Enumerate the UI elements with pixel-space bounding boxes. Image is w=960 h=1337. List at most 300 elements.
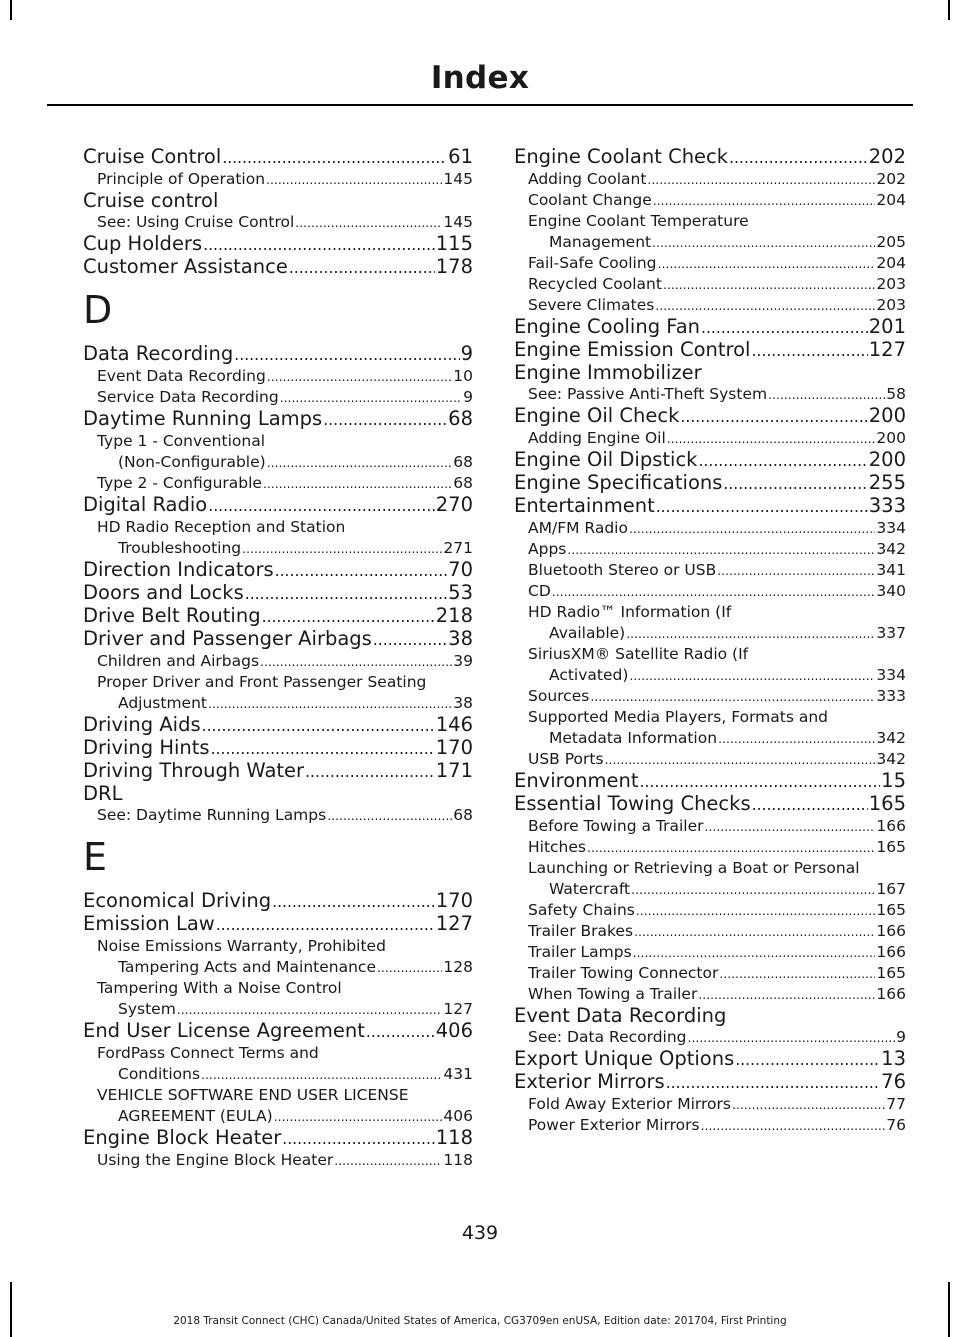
index-subentry[interactable] bbox=[83, 651, 473, 672]
entry-page-number: 170 bbox=[435, 737, 473, 759]
entry-label: Driving Hints bbox=[83, 737, 210, 759]
index-heading: DRL bbox=[83, 782, 123, 805]
entry-label: Digital Radio bbox=[83, 494, 208, 516]
entry-page-number: 165 bbox=[876, 838, 906, 856]
entry-label: System bbox=[118, 1000, 176, 1018]
entry-label: Tampering Acts and Maintenance bbox=[118, 958, 376, 976]
entry-page-number: 270 bbox=[435, 494, 473, 516]
dot-leader bbox=[377, 957, 442, 978]
index-entry[interactable] bbox=[514, 495, 906, 518]
dot-leader bbox=[705, 816, 876, 837]
dot-leader bbox=[334, 1150, 442, 1171]
entry-page-number: 77 bbox=[886, 1095, 906, 1113]
entry-page-number: 9 bbox=[463, 388, 473, 406]
dot-leader bbox=[701, 317, 868, 339]
entry-label: End User License Agreement bbox=[83, 1020, 365, 1042]
entry-page-number: 9 bbox=[460, 343, 473, 365]
entry-page-number: 334 bbox=[876, 666, 906, 684]
entry-page-number: 38 bbox=[453, 694, 473, 712]
index-subentry[interactable] bbox=[514, 1027, 906, 1048]
entry-page-number: 341 bbox=[876, 561, 906, 579]
dot-leader bbox=[768, 384, 885, 405]
entry-label: Activated) bbox=[549, 666, 629, 684]
dot-leader bbox=[667, 428, 876, 449]
entry-label: Export Unique Options bbox=[514, 1048, 735, 1070]
entry-page-number: 15 bbox=[881, 770, 906, 792]
entry-page-number: 334 bbox=[876, 519, 906, 537]
index-entry[interactable] bbox=[83, 494, 473, 517]
entry-page-number: 178 bbox=[435, 256, 473, 278]
entry-label: Trailer Brakes bbox=[528, 922, 634, 940]
index-entry[interactable] bbox=[83, 582, 473, 605]
index-section-letter: D bbox=[83, 288, 113, 332]
entry-page-number: 271 bbox=[443, 539, 473, 557]
entry-page-number: 165 bbox=[876, 901, 906, 919]
index-subentry[interactable] bbox=[514, 728, 906, 749]
index-heading: Event Data Recording bbox=[514, 1004, 727, 1027]
entry-page-number: 202 bbox=[876, 170, 906, 188]
entry-label: Safety Chains bbox=[528, 901, 635, 919]
entry-label: Using the Engine Block Heater bbox=[97, 1151, 334, 1169]
page-number: 439 bbox=[461, 1222, 499, 1244]
entry-label: Engine Specifications bbox=[514, 472, 723, 494]
entry-label: Daytime Running Lamps bbox=[83, 408, 323, 430]
index-subentry[interactable] bbox=[514, 879, 906, 900]
entry-label: Driver and Passenger Airbags bbox=[83, 628, 372, 650]
index-entry[interactable] bbox=[514, 1071, 906, 1094]
entry-page-number: 406 bbox=[435, 1020, 473, 1042]
dot-leader bbox=[663, 274, 875, 295]
index-subentry[interactable] bbox=[514, 274, 906, 295]
entry-label: Sources bbox=[528, 687, 590, 705]
dot-leader bbox=[373, 629, 447, 651]
dot-leader bbox=[658, 253, 876, 274]
index-entry[interactable] bbox=[83, 1020, 473, 1043]
entry-label: Event Data Recording bbox=[97, 367, 266, 385]
entry-page-number: 145 bbox=[443, 213, 473, 231]
entry-page-number: 70 bbox=[448, 559, 473, 581]
entry-label: Adjustment bbox=[118, 694, 207, 712]
index-column-right bbox=[514, 146, 906, 1136]
entry-page-number: 53 bbox=[448, 582, 473, 604]
entry-label: See: Passive Anti-Theft System bbox=[528, 385, 768, 403]
index-subentry-label: VEHICLE SOFTWARE END USER LICENSE bbox=[97, 1086, 409, 1104]
dot-leader bbox=[653, 190, 876, 211]
entry-label: Entertainment bbox=[514, 495, 655, 517]
entry-page-number: 431 bbox=[443, 1065, 473, 1083]
entry-page-number: 76 bbox=[881, 1071, 906, 1093]
crop-mark-bottom-right bbox=[948, 1282, 950, 1337]
entry-page-number: 166 bbox=[876, 943, 906, 961]
entry-page-number: 145 bbox=[443, 170, 473, 188]
index-entry[interactable] bbox=[83, 233, 473, 256]
index-subentry[interactable] bbox=[514, 232, 906, 253]
index-entry[interactable] bbox=[514, 770, 906, 793]
entry-page-number: 127 bbox=[435, 913, 473, 935]
dot-leader bbox=[203, 234, 435, 256]
entry-page-number: 127 bbox=[868, 339, 906, 361]
entry-page-number: 118 bbox=[435, 1127, 473, 1149]
entry-page-number: 166 bbox=[876, 817, 906, 835]
dot-leader bbox=[272, 891, 435, 913]
dot-leader bbox=[680, 406, 867, 428]
dot-leader bbox=[640, 771, 881, 793]
dot-leader bbox=[177, 999, 443, 1020]
dot-leader bbox=[222, 147, 447, 169]
dot-leader bbox=[552, 581, 876, 602]
entry-label: Drive Belt Routing bbox=[83, 605, 261, 627]
index-subentry[interactable] bbox=[514, 623, 906, 644]
entry-page-number: 342 bbox=[876, 540, 906, 558]
crop-mark-bottom-left bbox=[10, 1282, 12, 1337]
entry-label: AGREEMENT (EULA) bbox=[118, 1107, 273, 1125]
entry-label: Engine Block Heater bbox=[83, 1127, 282, 1149]
dot-leader bbox=[719, 963, 875, 984]
entry-page-number: 342 bbox=[876, 729, 906, 747]
dot-leader bbox=[647, 169, 875, 190]
entry-label: Cup Holders bbox=[83, 233, 203, 255]
index-entry[interactable] bbox=[514, 405, 906, 428]
index-entry[interactable] bbox=[83, 890, 473, 913]
index-subentry-label: Noise Emissions Warranty, Prohibited bbox=[97, 937, 386, 955]
entry-label: Doors and Locks bbox=[83, 582, 244, 604]
entry-label: Adding Engine Oil bbox=[528, 429, 666, 447]
dot-leader bbox=[631, 879, 875, 900]
entry-label: Principle of Operation bbox=[97, 170, 266, 188]
index-subentry[interactable] bbox=[514, 1115, 906, 1136]
entry-label: USB Ports bbox=[528, 750, 604, 768]
entry-page-number: 166 bbox=[876, 985, 906, 1003]
index-subentry-label: Launching or Retrieving a Boat or Personal bbox=[528, 859, 860, 877]
index-subentry[interactable] bbox=[83, 212, 473, 233]
index-subentry[interactable] bbox=[83, 473, 473, 494]
dot-leader bbox=[275, 560, 448, 582]
index-subentry[interactable] bbox=[514, 169, 906, 190]
index-subentry[interactable] bbox=[514, 900, 906, 921]
dot-leader bbox=[280, 387, 462, 408]
dot-leader bbox=[263, 473, 452, 494]
entry-label: Service Data Recording bbox=[97, 388, 279, 406]
entry-page-number: 166 bbox=[876, 922, 906, 940]
dot-leader bbox=[605, 749, 876, 770]
index-entry[interactable] bbox=[83, 256, 473, 279]
dot-leader bbox=[267, 366, 452, 387]
entry-page-number: 38 bbox=[448, 628, 473, 650]
index-subentry[interactable] bbox=[514, 190, 906, 211]
entry-page-number: 68 bbox=[453, 806, 473, 824]
entry-page-number: 13 bbox=[881, 1048, 906, 1070]
entry-label: Children and Airbags bbox=[97, 652, 260, 670]
index-entry[interactable] bbox=[83, 408, 473, 431]
dot-leader bbox=[717, 560, 875, 581]
index-entry[interactable] bbox=[83, 605, 473, 628]
index-heading: Engine Immobilizer bbox=[514, 361, 702, 384]
entry-label: Economical Driving bbox=[83, 890, 272, 912]
index-entry[interactable] bbox=[514, 793, 906, 816]
index-subentry[interactable] bbox=[83, 957, 473, 978]
index-subentry[interactable] bbox=[514, 921, 906, 942]
entry-page-number: 203 bbox=[876, 275, 906, 293]
entry-label: Trailer Towing Connector bbox=[528, 964, 719, 982]
index-subentry[interactable] bbox=[514, 384, 906, 405]
dot-leader bbox=[735, 1049, 880, 1071]
entry-label: (Non-Configurable) bbox=[118, 453, 266, 471]
index-subentry-label: HD Radio Reception and Station bbox=[97, 518, 346, 536]
index-subentry[interactable] bbox=[83, 1106, 473, 1127]
index-subentry[interactable] bbox=[83, 1150, 473, 1171]
index-subentry[interactable] bbox=[83, 1064, 473, 1085]
index-subentry-label: Type 1 - Conventional bbox=[97, 432, 265, 450]
dot-leader bbox=[655, 295, 875, 316]
entry-label: Watercraft bbox=[549, 880, 631, 898]
dot-leader bbox=[698, 984, 875, 1005]
entry-label: AM/FM Radio bbox=[528, 519, 628, 537]
index-subentry-label: SiriusXM® Satellite Radio (If bbox=[528, 645, 749, 663]
entry-label: When Towing a Trailer bbox=[528, 985, 698, 1003]
entry-label: Trailer Lamps bbox=[528, 943, 632, 961]
entry-label: Troubleshooting bbox=[118, 539, 242, 557]
entry-label: Customer Assistance bbox=[83, 256, 288, 278]
entry-label: Hitches bbox=[528, 838, 586, 856]
entry-page-number: 76 bbox=[886, 1116, 906, 1134]
index-subentry[interactable] bbox=[83, 366, 473, 387]
entry-page-number: 115 bbox=[435, 233, 473, 255]
index-subentry[interactable] bbox=[83, 169, 473, 190]
index-subentry[interactable] bbox=[514, 560, 906, 581]
index-section-letter: E bbox=[83, 835, 108, 879]
entry-label: Type 2 - Configurable bbox=[97, 474, 262, 492]
dot-leader bbox=[366, 1021, 435, 1043]
header-rule bbox=[47, 104, 913, 106]
entry-label: Available) bbox=[549, 624, 626, 642]
entry-label: See: Using Cruise Control bbox=[97, 213, 295, 231]
entry-label: CD bbox=[528, 582, 551, 600]
dot-leader bbox=[590, 686, 875, 707]
entry-page-number: 165 bbox=[876, 964, 906, 982]
dot-leader bbox=[242, 538, 442, 559]
entry-label: Environment bbox=[514, 770, 639, 792]
index-entry[interactable] bbox=[83, 913, 473, 936]
entry-label: Engine Cooling Fan bbox=[514, 316, 701, 338]
dot-leader bbox=[245, 583, 447, 605]
index-subentry[interactable] bbox=[83, 452, 473, 473]
dot-leader bbox=[323, 409, 447, 431]
entry-label: See: Data Recording bbox=[528, 1028, 687, 1046]
index-subentry-label: Proper Driver and Front Passenger Seating bbox=[97, 673, 427, 691]
dot-leader bbox=[567, 539, 875, 560]
entry-page-number: 170 bbox=[435, 890, 473, 912]
entry-label: Cruise Control bbox=[83, 146, 222, 168]
dot-leader bbox=[262, 606, 435, 628]
index-entry[interactable] bbox=[83, 714, 473, 737]
index-subentry[interactable] bbox=[514, 749, 906, 770]
entry-page-number: 201 bbox=[868, 316, 906, 338]
index-subentry[interactable] bbox=[83, 999, 473, 1020]
index-subentry[interactable] bbox=[514, 665, 906, 686]
dot-leader bbox=[282, 1128, 435, 1150]
dot-leader bbox=[295, 212, 442, 233]
dot-leader bbox=[211, 738, 435, 760]
entry-page-number: 146 bbox=[435, 714, 473, 736]
dot-leader bbox=[732, 1094, 885, 1115]
entry-label: Engine Emission Control bbox=[514, 339, 751, 361]
page-title: Index bbox=[430, 60, 530, 96]
index-subentry[interactable] bbox=[514, 518, 906, 539]
index-subentry-label: Supported Media Players, Formats and bbox=[528, 708, 829, 726]
index-entry[interactable] bbox=[83, 760, 473, 783]
index-subentry[interactable] bbox=[514, 686, 906, 707]
index-subentry[interactable] bbox=[514, 837, 906, 858]
dot-leader bbox=[289, 257, 435, 279]
index-entry[interactable] bbox=[83, 1127, 473, 1150]
dot-leader bbox=[260, 651, 452, 672]
entry-label: Conditions bbox=[118, 1065, 201, 1083]
dot-leader bbox=[636, 900, 876, 921]
index-subentry[interactable] bbox=[514, 295, 906, 316]
entry-label: Recycled Coolant bbox=[528, 275, 662, 293]
index-subentry[interactable] bbox=[83, 538, 473, 559]
entry-page-number: 255 bbox=[868, 472, 906, 494]
index-entry[interactable] bbox=[514, 472, 906, 495]
dot-leader bbox=[751, 340, 867, 362]
entry-label: Emission Law bbox=[83, 913, 215, 935]
index-subentry-label: Tampering With a Noise Control bbox=[97, 979, 342, 997]
dot-leader bbox=[202, 715, 435, 737]
entry-page-number: 58 bbox=[886, 385, 906, 403]
entry-label: Power Exterior Mirrors bbox=[528, 1116, 700, 1134]
index-entry[interactable] bbox=[83, 146, 473, 169]
footer-text: 2018 Transit Connect (CHC) Canada/United States of America, CG3709en enUSA, Edition date: 201704, First Printing bbox=[173, 1315, 787, 1327]
index-subentry[interactable] bbox=[514, 942, 906, 963]
dot-leader bbox=[701, 1115, 886, 1136]
index-entry[interactable] bbox=[83, 559, 473, 582]
index-entry[interactable] bbox=[83, 737, 473, 760]
index-entry[interactable] bbox=[514, 146, 906, 169]
entry-page-number: 9 bbox=[896, 1028, 906, 1046]
dot-leader bbox=[666, 1072, 880, 1094]
index-subentry[interactable] bbox=[514, 428, 906, 449]
entry-label: Engine Coolant Check bbox=[514, 146, 729, 168]
entry-page-number: 68 bbox=[453, 474, 473, 492]
index-subentry[interactable] bbox=[514, 253, 906, 274]
index-entry[interactable] bbox=[514, 1048, 906, 1071]
entry-label: Metadata Information bbox=[549, 729, 718, 747]
entry-label: Driving Through Water bbox=[83, 760, 305, 782]
index-subentry[interactable] bbox=[83, 387, 473, 408]
entry-label: Apps bbox=[528, 540, 567, 558]
dot-leader bbox=[652, 232, 875, 253]
index-subentry-label: Engine Coolant Temperature bbox=[528, 212, 749, 230]
dot-leader bbox=[752, 794, 868, 816]
index-subentry[interactable] bbox=[514, 984, 906, 1005]
entry-page-number: 39 bbox=[453, 652, 473, 670]
entry-page-number: 68 bbox=[453, 453, 473, 471]
dot-leader bbox=[718, 728, 875, 749]
dot-leader bbox=[656, 496, 868, 518]
index-subentry[interactable] bbox=[514, 581, 906, 602]
index-entry[interactable] bbox=[514, 339, 906, 362]
entry-label: Adding Coolant bbox=[528, 170, 647, 188]
dot-leader bbox=[634, 921, 875, 942]
dot-leader bbox=[201, 1064, 442, 1085]
entry-page-number: 200 bbox=[876, 429, 906, 447]
index-subentry[interactable] bbox=[514, 539, 906, 560]
dot-leader bbox=[208, 693, 452, 714]
index-entry[interactable] bbox=[83, 628, 473, 651]
entry-page-number: 203 bbox=[876, 296, 906, 314]
index-column-left bbox=[83, 146, 473, 1171]
dot-leader bbox=[266, 169, 442, 190]
entry-label: Fail-Safe Cooling bbox=[528, 254, 657, 272]
index-subentry[interactable] bbox=[514, 816, 906, 837]
entry-label: Fold Away Exterior Mirrors bbox=[528, 1095, 731, 1113]
entry-page-number: 333 bbox=[868, 495, 906, 517]
dot-leader bbox=[723, 473, 867, 495]
entry-page-number: 10 bbox=[453, 367, 473, 385]
index-subentry-label: FordPass Connect Terms and bbox=[97, 1044, 319, 1062]
entry-page-number: 204 bbox=[876, 191, 906, 209]
entry-page-number: 218 bbox=[435, 605, 473, 627]
dot-leader bbox=[216, 914, 435, 936]
dot-leader bbox=[274, 1106, 443, 1127]
dot-leader bbox=[629, 665, 875, 686]
index-subentry[interactable] bbox=[514, 963, 906, 984]
index-entry[interactable] bbox=[514, 449, 906, 472]
index-subentry-label: HD Radio™ Information (If bbox=[528, 603, 732, 621]
dot-leader bbox=[305, 761, 435, 783]
entry-page-number: 61 bbox=[448, 146, 473, 168]
index-subentry[interactable] bbox=[514, 1094, 906, 1115]
entry-label: Coolant Change bbox=[528, 191, 652, 209]
crop-mark-top-right bbox=[948, 0, 950, 20]
entry-page-number: 204 bbox=[876, 254, 906, 272]
index-entry[interactable] bbox=[514, 316, 906, 339]
entry-label: Exterior Mirrors bbox=[514, 1071, 665, 1093]
dot-leader bbox=[633, 942, 876, 963]
index-subentry[interactable] bbox=[83, 693, 473, 714]
entry-label: Direction Indicators bbox=[83, 559, 274, 581]
entry-label: Driving Aids bbox=[83, 714, 201, 736]
entry-page-number: 333 bbox=[876, 687, 906, 705]
entry-page-number: 128 bbox=[443, 958, 473, 976]
entry-page-number: 200 bbox=[868, 405, 906, 427]
dot-leader bbox=[587, 837, 875, 858]
dot-leader bbox=[208, 495, 435, 517]
dot-leader bbox=[629, 518, 875, 539]
entry-page-number: 167 bbox=[876, 880, 906, 898]
index-heading: Cruise control bbox=[83, 189, 219, 212]
entry-label: Data Recording bbox=[83, 343, 234, 365]
dot-leader bbox=[698, 450, 867, 472]
entry-page-number: 202 bbox=[868, 146, 906, 168]
entry-page-number: 127 bbox=[443, 1000, 473, 1018]
crop-mark-top-left bbox=[10, 0, 12, 20]
entry-label: Management bbox=[549, 233, 652, 251]
entry-page-number: 118 bbox=[443, 1151, 473, 1169]
entry-page-number: 205 bbox=[876, 233, 906, 251]
entry-page-number: 337 bbox=[876, 624, 906, 642]
dot-leader bbox=[688, 1027, 896, 1048]
index-entry[interactable] bbox=[83, 343, 473, 366]
index-subentry[interactable] bbox=[83, 805, 473, 826]
entry-label: Severe Climates bbox=[528, 296, 655, 314]
dot-leader bbox=[267, 452, 453, 473]
entry-label: Before Towing a Trailer bbox=[528, 817, 704, 835]
entry-page-number: 200 bbox=[868, 449, 906, 471]
entry-label: Engine Oil Dipstick bbox=[514, 449, 698, 471]
entry-page-number: 340 bbox=[876, 582, 906, 600]
entry-page-number: 406 bbox=[443, 1107, 473, 1125]
